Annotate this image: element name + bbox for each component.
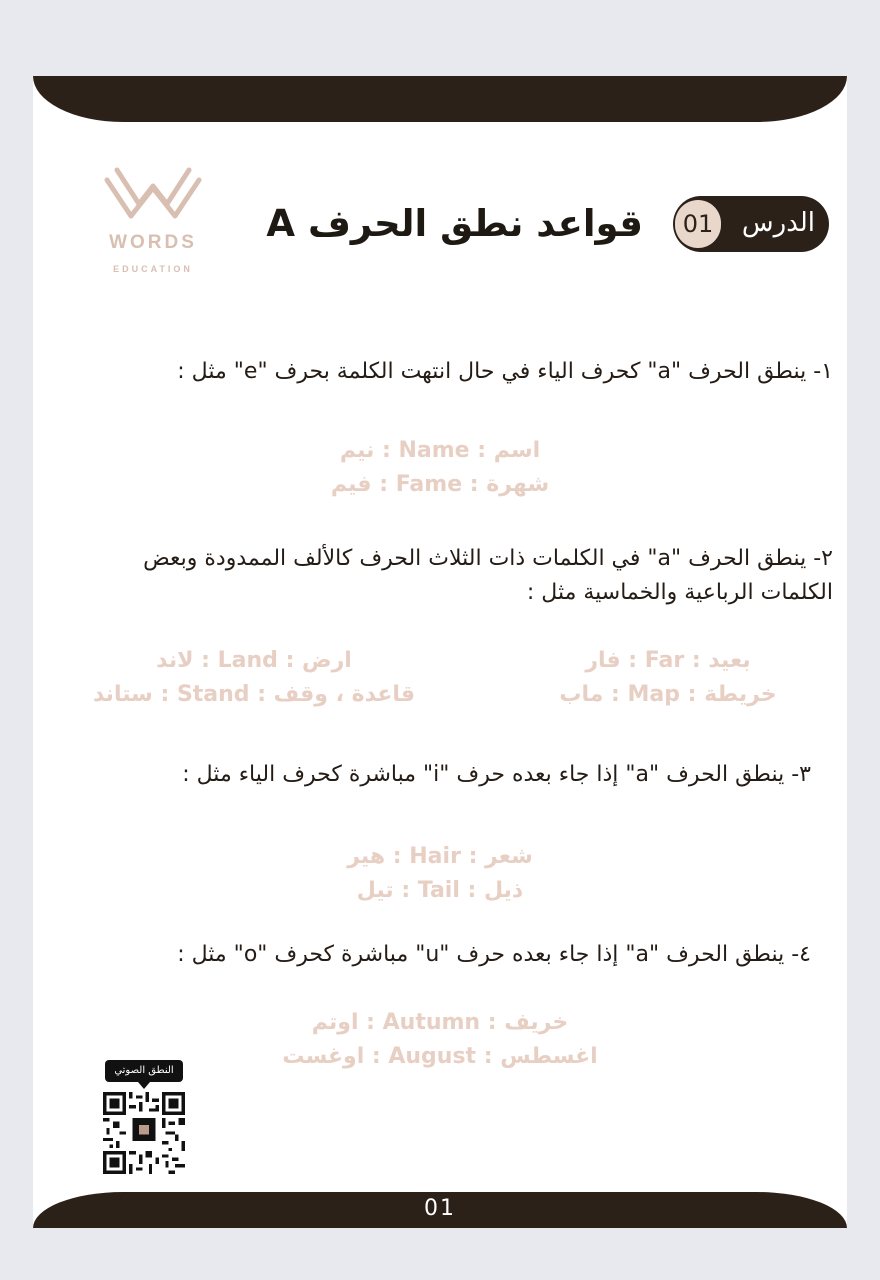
rule-3-text: ٣- ينطق الحرف "a" إذا جاء بعده حرف "i" مباشرة كحرف الياء مثل : (182, 762, 811, 787)
rule-1-text: ١- ينطق الحرف "a" كحرف الياء في حال انتهت الكلمة بحرف "e" مثل : (177, 359, 833, 384)
logo-subtitle: EDUCATION (113, 264, 193, 274)
qr-label: النطق الصوتي (105, 1060, 183, 1082)
lesson-label: الدرس (741, 208, 815, 238)
page (33, 76, 847, 1228)
page-title: قواعد نطق الحرف A (266, 202, 643, 245)
bottom-decorative-band (33, 1192, 847, 1228)
page-number: 01 (424, 1196, 456, 1221)
rule-2-text: ٢- ينطق الحرف "a" في الكلمات ذات الثلاث الحرف كالألف الممدودة وبعض الكلمات الرباعية والخماسية مثل : (143, 546, 833, 605)
qr-code-icon[interactable] (103, 1092, 185, 1174)
words-education-logo (93, 162, 213, 282)
example-4-2: اغسطس : August : اوغست (282, 1044, 598, 1069)
logo-wordmark: WORDS (109, 232, 197, 253)
example-2-left-2: قاعدة ، وقف : Stand : ستاند (92, 682, 416, 707)
top-decorative-band (33, 76, 847, 122)
example-1-2: شهرة : Fame : فيم (330, 472, 550, 497)
example-3-1: شعر : Hair : هير (347, 844, 533, 869)
example-2-left-1: ارض : Land : لاند (156, 648, 352, 673)
example-2-right-1: بعيد : Far : فار (585, 648, 751, 673)
lesson-number: 01 (675, 200, 721, 248)
example-1-1: اسم : Name : نيم (339, 438, 541, 463)
logo-mark-icon (93, 162, 213, 232)
rule-4-text: ٤- ينطق الحرف "a" إذا جاء بعده حرف "u" مباشرة كحرف "o" مثل : (177, 942, 811, 967)
example-2-right-2: خريطة : Map : ماب (559, 682, 777, 707)
lesson-badge (673, 196, 829, 252)
audio-qr-block[interactable] (101, 1060, 187, 1180)
example-3-2: ذيل : Tail : تيل (356, 878, 524, 903)
example-4-1: خريف : Autumn : اوتم (311, 1010, 569, 1035)
